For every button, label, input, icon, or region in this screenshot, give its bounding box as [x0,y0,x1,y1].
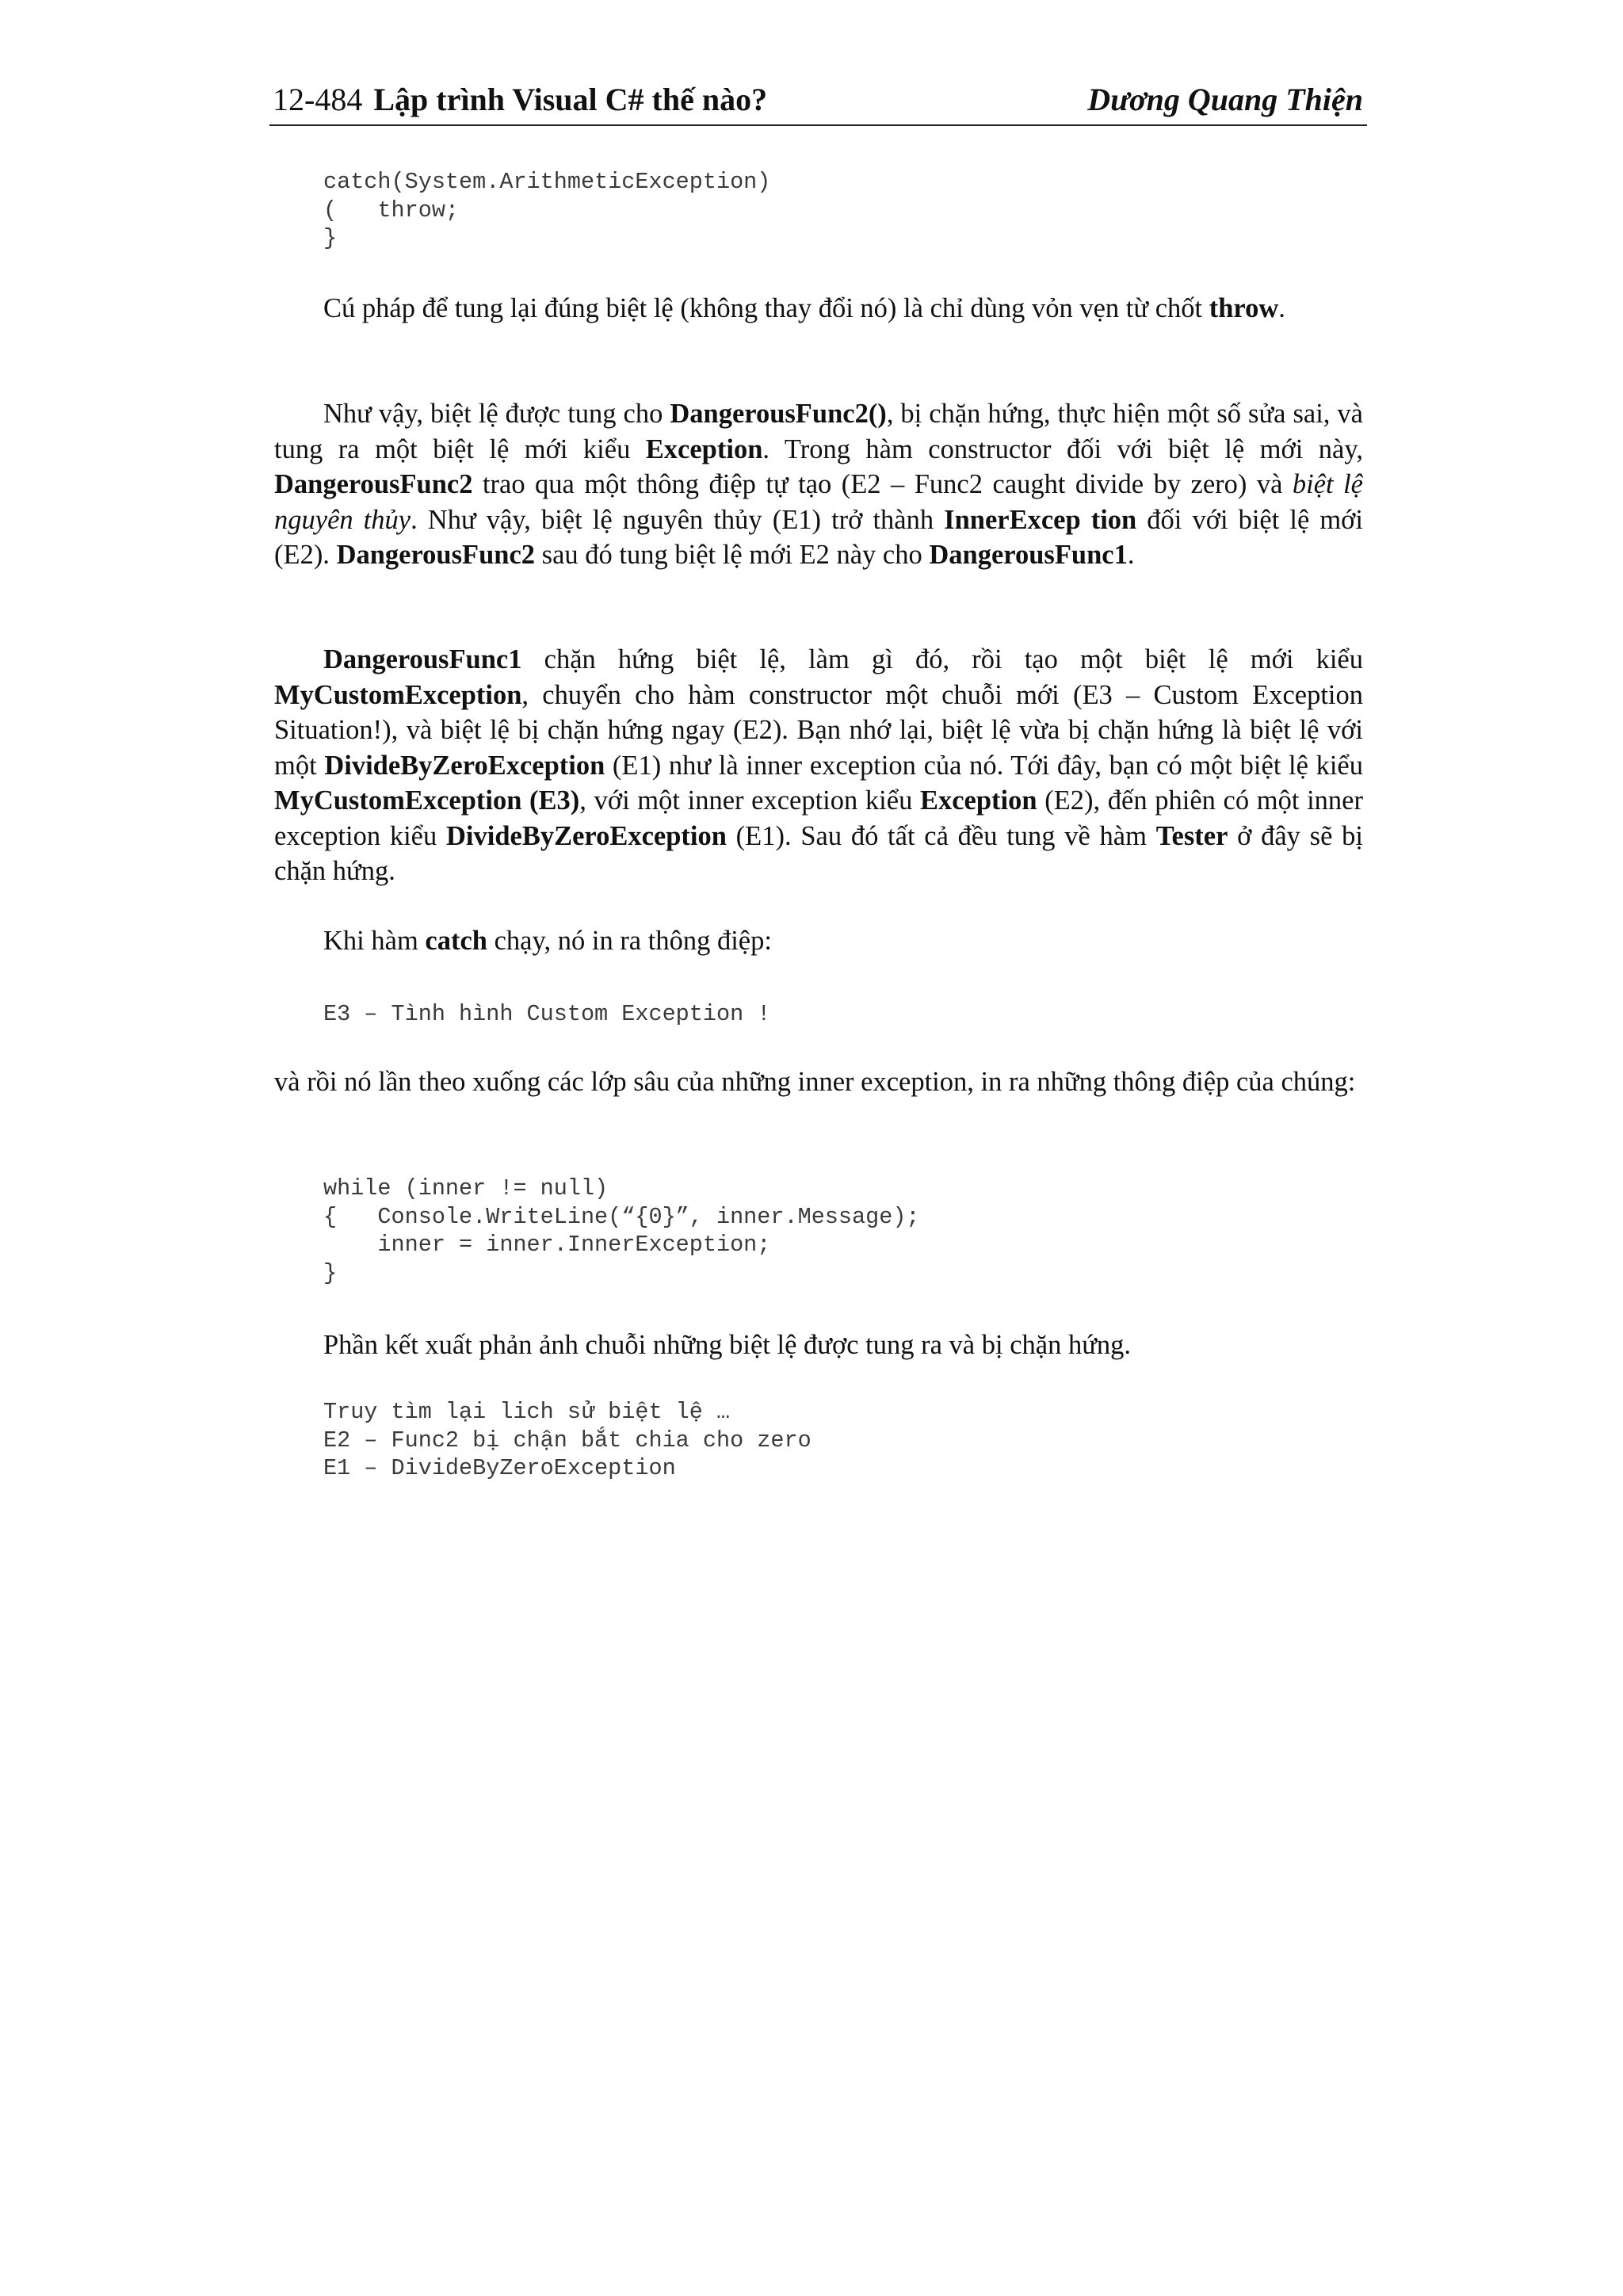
text-run: Như vậy, biệt lệ được tung cho [323,399,670,429]
author-name: Dương Quang Thiện [1087,82,1363,117]
text-run: sau đó tung biệt lệ mới E2 này cho [535,540,930,570]
code-block-output-e3 [323,1000,770,1029]
keyword-throw: throw [1209,293,1279,323]
text-run: . [1127,540,1135,570]
term-tester: Tester [1155,820,1228,851]
paragraph-text: và rồi nó lần theo xuống các lớp sâu của những inner exception, in ra những thông điệp của chúng: [274,1067,1356,1097]
text-run: Khi hàm [323,926,426,956]
header-left [273,76,767,124]
paragraph-text: Phần kết xuất phản ảnh chuỗi những biệt lệ được tung ra và bị chặn hứng. [323,1330,1132,1360]
text-run: (E1) như là inner exception của nó. Tới đây, bạn có một biệt lệ kiểu [605,750,1363,781]
italic-original-exception: biệt lệ nguyên thủy [274,469,1363,535]
text-run: . [1278,293,1285,323]
paragraph-dangerousfunc2 [274,396,1363,573]
code-line: E2 – Func2 bị chận bắt chia cho zero [323,1427,812,1454]
code-line: ( throw; [323,197,460,223]
paragraph-catch-runs [274,923,1363,959]
text-run: , chuyển cho hàm constructor một chuỗi mới (E3 – Custom Exception Situation!), và biệt lệ bị chặn hứng ngay (E2). Bạn nhớ lại, biệt lệ vừa bị chặn hứng là biệt lệ với một [274,679,1363,781]
text-run: chạy, nó in ra thông điệp: [487,926,772,956]
paragraph-text [274,642,1363,889]
term-dangerousfunc2: DangerousFunc2 [274,469,473,499]
term-dangerousfunc1: DangerousFunc1 [929,540,1128,570]
paragraph-text [274,291,1363,327]
code-block-rethrow [323,168,770,253]
paragraph-text [274,396,1363,573]
paragraph-inner-exceptions [274,1064,1363,1100]
code-line: Truy tìm lại lich sử biệt lệ … [323,1399,731,1425]
text-run: (E1). Sau đó tất cả đều tung về hàm [726,820,1156,851]
code-block-while-loop [323,1175,920,1287]
text-run: . Như vậy, biệt lệ nguyên thủy (E1) trở thành [411,504,945,535]
paragraph-output-chain [274,1328,1363,1363]
text-run: đối với biệt lệ mới (E2). [274,504,1364,570]
term-exception: Exception [919,785,1037,816]
paragraph-rethrow-syntax [274,291,1363,327]
page-number: 12-484 [273,82,363,117]
code-line: inner = inner.InnerException; [323,1232,771,1258]
term-dividebyzeroexception: DivideByZeroException [445,820,727,851]
paragraph-dangerousfunc1 [274,642,1363,889]
term-innerexception-continued: tion [1090,504,1137,535]
text-run: chặn hứng biệt lệ, làm gì đó, rồi tạo một biệt lệ mới kiểu [521,644,1363,674]
term-exception: Exception [645,434,763,464]
text-run: ở đây sẽ bị chặn hứng. [274,820,1363,886]
text-run: , bị chặn hứng, thực hiện một số sửa sai, và tung ra một biệt lệ mới kiểu [274,399,1363,464]
header-rule [269,124,1367,126]
term-dangerousfunc1: DangerousFunc1 [323,644,522,674]
text-run: Cú pháp để tung lại đúng biệt lệ (không thay đổi nó) là chỉ dùng vỏn vẹn từ chốt [323,293,1209,323]
term-mycustomexception-e3: MyCustomException (E3) [274,785,580,816]
code-line: E3 – Tình hình Custom Exception ! [323,1001,771,1027]
term-dangerousfunc2: DangerousFunc2() [670,399,887,429]
code-line: E1 – DivideByZeroException [323,1455,676,1481]
term-innerexception: InnerExcep [944,504,1081,535]
text-run: . Trong hàm constructor đối với biệt lệ mới này, [762,434,1363,464]
code-line: } [323,1259,338,1286]
code-line: { Console.WriteLine(“{0}”, inner.Message); [323,1203,920,1230]
page-header [269,76,1363,128]
term-dangerousfunc2: DangerousFunc2 [336,540,536,570]
text-run: (E2), đến phiên có một inner exception kiểu [274,785,1363,851]
term-dividebyzeroexception: DivideByZeroException [324,750,605,781]
term-mycustomexception: MyCustomException [274,679,522,710]
book-title: Lập trình Visual C# thế nào? [373,82,768,117]
code-block-trace-output [323,1398,812,1483]
code-line: while (inner != null) [323,1175,609,1201]
code-line: } [323,225,338,251]
text-run: , với một inner exception kiểu [579,785,920,816]
text-run: trao qua một thông điệp tự tạo (E2 – Func2 caught divide by zero) và [472,469,1293,499]
code-line: catch(System.ArithmeticException) [323,169,771,195]
paragraph-text [274,923,1363,959]
keyword-catch: catch [425,926,487,956]
